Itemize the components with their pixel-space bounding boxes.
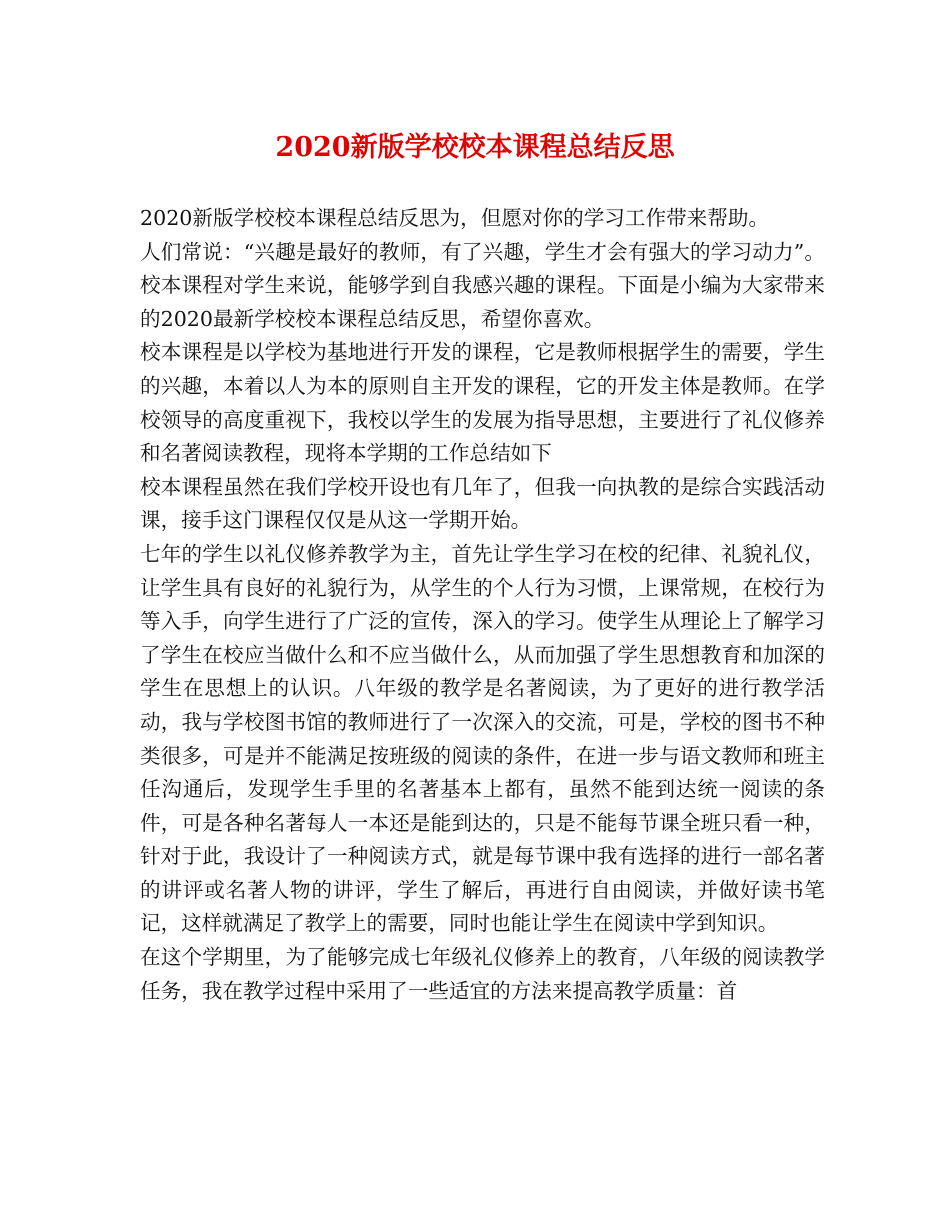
paragraph-3: 校本课程是以学校为基地进行开发的课程，它是教师根据学生的需要，学生的兴趣，本着以人为本的原则自主开发的课程，它的开发主体是教师。在学校领导的高度重视下，我校以学生的发展为指导思想，主要进行了礼仪修养和名著阅读教程，现将本学期的工作总结如下 bbox=[140, 340, 825, 466]
document-body bbox=[140, 202, 825, 1008]
paragraph-6: 在这个学期里，为了能够完成七年级礼仪修养上的教育，八年级的阅读教学任务，我在教学过程中采用了一些适宜的方法来提高教学质量：首 bbox=[140, 945, 825, 1003]
document-title: 2020新版学校校本课程总结反思 bbox=[275, 132, 675, 163]
paragraph-2: 人们常说：“兴趣是最好的教师，有了兴趣，学生才会有强大的学习动力”。校本课程对学生来说，能够学到自我感兴趣的课程。下面是小编为大家带来的2020最新学校校本课程总结反思，希望你喜欢。 bbox=[140, 239, 825, 331]
paragraph-5: 七年的学生以礼仪修养教学为主，首先让学生学习在校的纪律、礼貌礼仪，让学生具有良好的礼貌行为，从学生的个人行为习惯，上课常规，在校行为等入手，向学生进行了广泛的宣传，深入的学习。使学生从理论上了解学习了学生在校应当做什么和不应当做什么，从而加强了学生思想教育和加深的学生在思想上的认识。八年级的教学是名著阅读，为了更好的进行教学活动，我与学校图书馆的教师进行了一次深入的交流，可是，学校的图书不种类很多，可是并不能满足按班级的阅读的条件，在进一步与语文教师和班主任沟通后，发现学生手里的名著基本上都有，虽然不能到达统一阅读的条件，可是各种名著每人一本还是能到达的，只是不能每节课全班只看一种，针对于此，我设计了一种阅读方式，就是每节课中我有选择的进行一部名著的讲评或名著人物的讲评，学生了解后，再进行自由阅读，并做好读书笔记，这样就满足了教学上的需要，同时也能让学生在阅读中学到知识。 bbox=[140, 541, 825, 936]
paragraph-4: 校本课程虽然在我们学校开设也有几年了，但我一向执教的是综合实践活动课，接手这门课程仅仅是从这一学期开始。 bbox=[140, 474, 825, 533]
paragraph-1: 2020新版学校校本课程总结反思为，但愿对你的学习工作带来帮助。 bbox=[140, 206, 770, 230]
